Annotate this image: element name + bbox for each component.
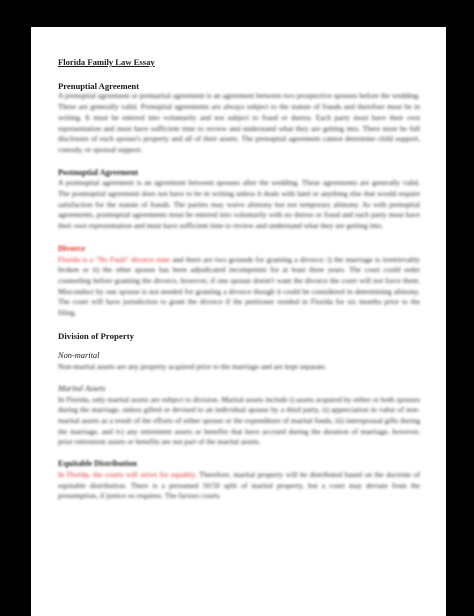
document-content (58, 57, 420, 513)
equitable-heading: Equitable Distribution (58, 459, 137, 469)
division-heading: Division of Property (58, 330, 135, 341)
postnuptial-section (58, 168, 420, 232)
document-title: Florida Family Law Essay (58, 57, 155, 67)
equitable-highlight: In Florida, the courts will strive for equality. (58, 469, 197, 479)
prenuptial-section (58, 81, 420, 156)
nonmarital-section (58, 351, 420, 372)
equitable-paragraph (58, 470, 420, 502)
divorce-section (58, 244, 420, 319)
divorce-heading: Divorce (58, 243, 86, 253)
postnuptial-paragraph: A postnuptial agreement is an agreement between spouses after the wedding. These agreements are generally valid. The postnuptial agreement does not have to be in writing unless it deals with land or anything else that would require satisfaction for the statute of frauds. The parties may waive alimony but not temporary alimony. As with prenuptial agreements, postnuptial agreements must be entered into voluntarily with no duress or fraud and each party must have their own representation and must have sufficient time to review and understand what they are getting into. (58, 178, 420, 231)
divorce-highlight: Florida is a "No Fault" divorce state (58, 254, 171, 264)
prenuptial-heading: Prenuptial Agreement (58, 80, 140, 91)
nonmarital-paragraph: Non-marital assets are any property acquired prior to the marriage and are kept separate. (58, 362, 327, 372)
marital-paragraph: In Florida, only marital assets are subject to division. Marital assets include i) assets acquired by either or both spouses during the marriage, unless gifted or devised to an individual spouse by a third party, ii) appreciation in value of non-marital assets as a result of the efforts of either spouse or the expenditure of marital funds, iii) interspousal gifts during the marriage, and iv) any retirement assets or benefits that have accrued during the duration of marriage, however, prior retirement assets or benefits are not part of the marital assets. (58, 394, 420, 447)
divorce-body: and there are two grounds for granting a divorce: i) the marriage is irretrievably broken or ii) the other spouse has been adjudicated incompetent for at least three years. The court could order counseling before granting the divorce, however, if one spouse doesn't want the divorce the court will not force them. Misconduct by one spouse is not needed for granting a divorce though it could be considered in determining alimony. The court will have jurisdiction to grant the divorce if the petitioner resided in Florida for six months prior to the filing. (58, 254, 420, 318)
equitable-body: Therefore, marital property will be distributed based on the doctrine of equitable distribution. There is a presumed 50/50 split of marital property, but a court may deviate from the presumption, if justice so requires. The factors courts (58, 469, 420, 501)
postnuptial-heading: Postnuptial Agreement (58, 167, 139, 177)
equitable-section (58, 459, 420, 502)
nonmarital-heading: Non-marital (58, 351, 100, 361)
marital-section (58, 384, 420, 448)
marital-heading: Marital Assets (58, 383, 106, 393)
prenuptial-paragraph: A prenuptial agreement or premarital agreement is an agreement between two prospective spouses before the wedding. These are generally valid. Prenuptial agreements are always subject to the statute of frauds and therefore must be in writing. It must be entered into voluntarily and not subject to fraud or duress. Each party must have their own representation and must have sufficient time to review and understand what they are getting into. There must be full disclosure of each spouse's property and all of their assets. The prenuptial agreement cannot determine child support, custody, or spousal support. (58, 91, 420, 154)
divorce-paragraph (58, 255, 420, 319)
document-page (31, 27, 446, 616)
